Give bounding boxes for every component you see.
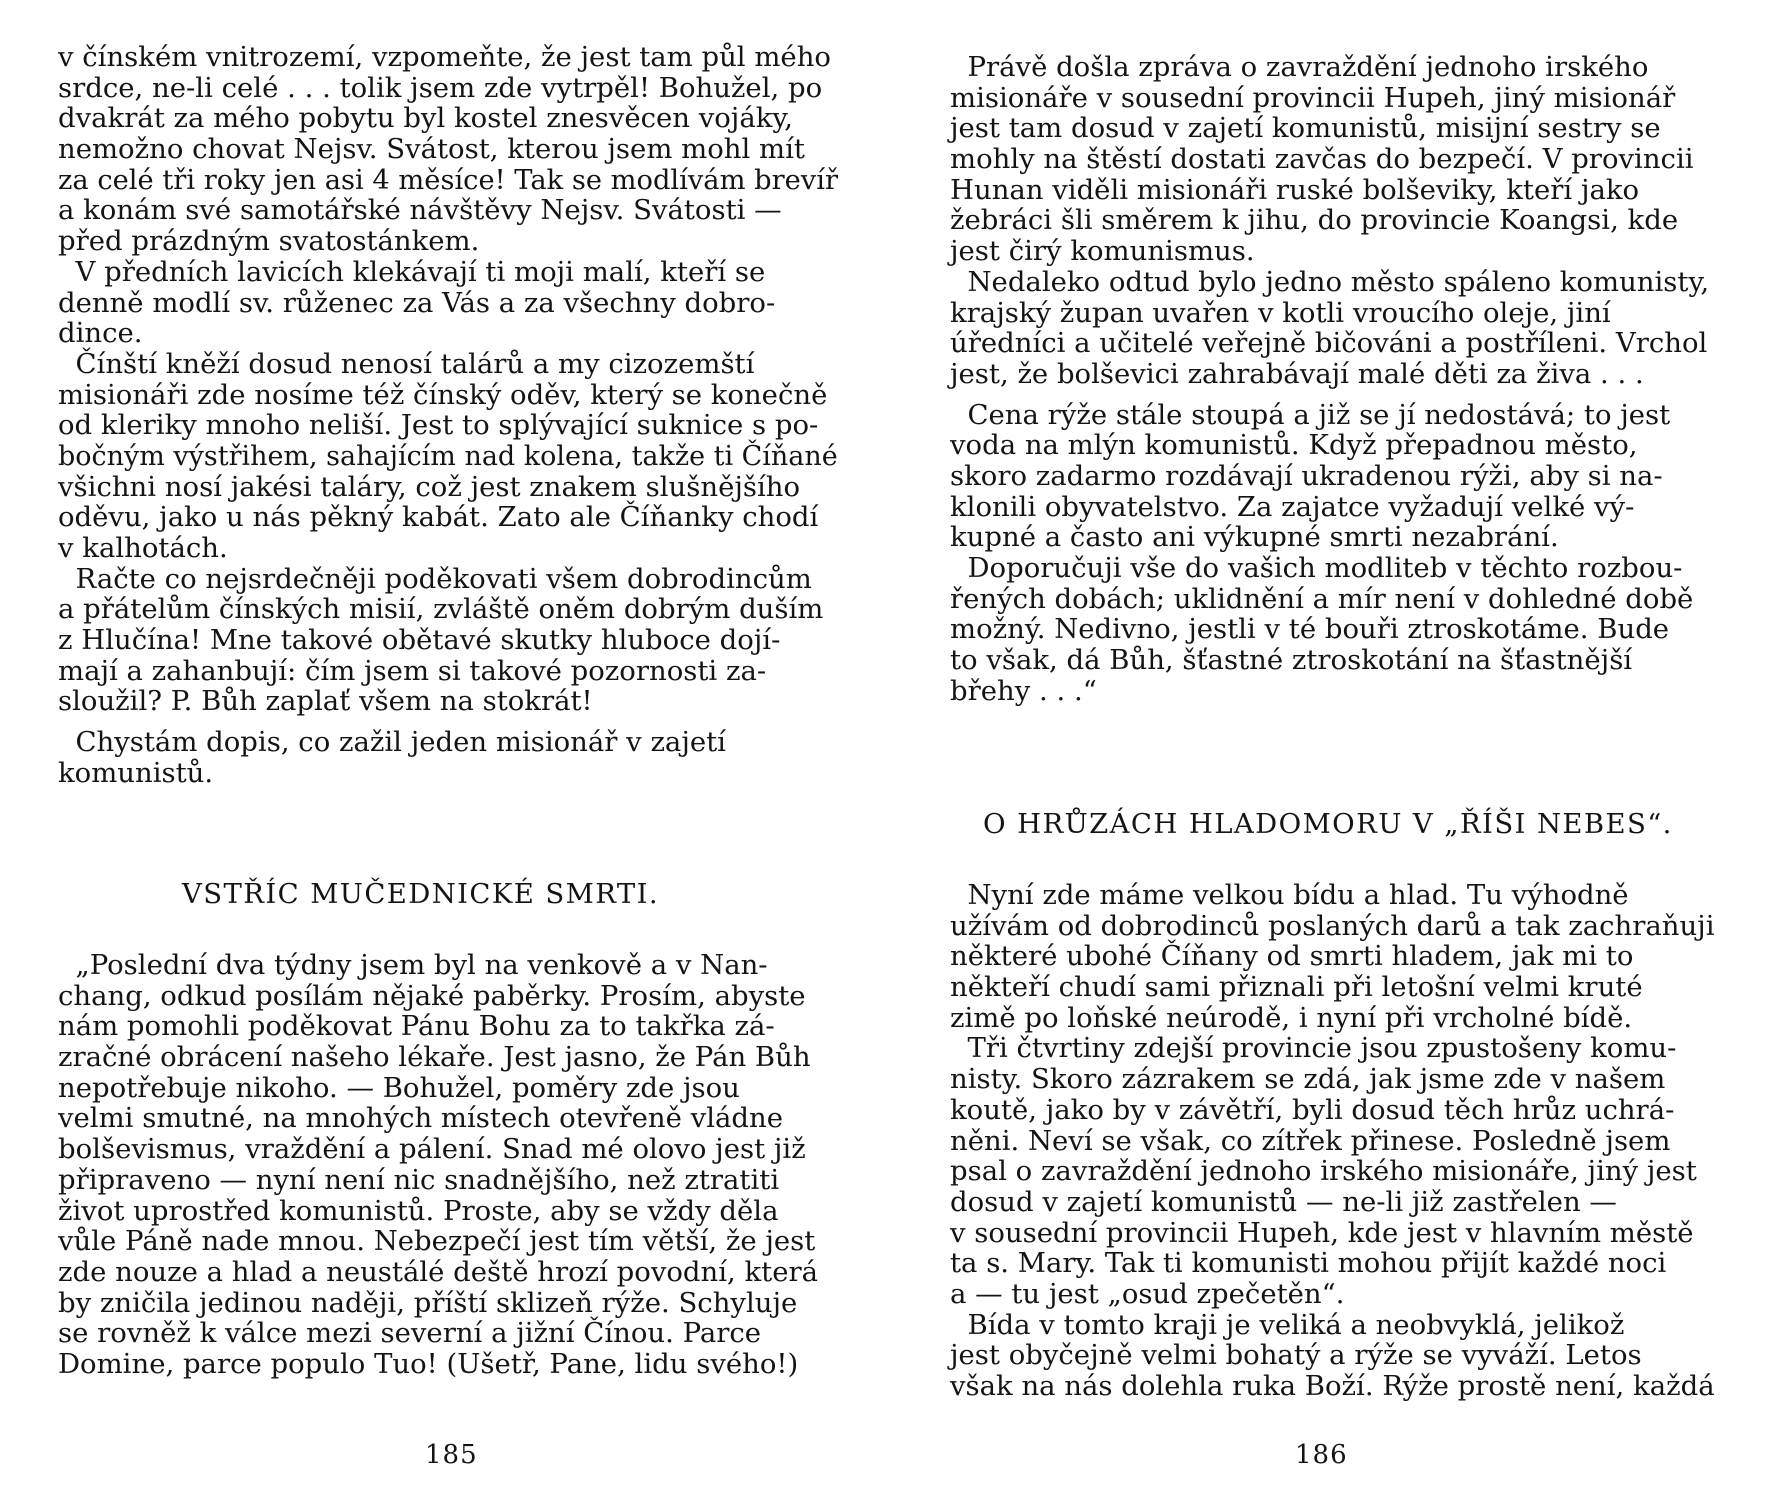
text-line: denně modlí sv. růženec za Vás a za všechny dobro- xyxy=(58,286,776,319)
text-line: velmi smutné, na mnohých místech otevřeně vládne xyxy=(58,1102,783,1135)
page-number: 185 xyxy=(425,1440,478,1470)
text-line: Nyní zde máme velkou bídu a hlad. Tu výhodně xyxy=(950,879,1629,911)
text-line: připraveno — nyní není nic snadnějšího, než ztratiti xyxy=(58,1163,780,1196)
text-line: skoro zadarmo rozdávají ukradenou rýži, aby si na- xyxy=(950,459,1663,492)
text-line: Cena rýže stále stoupá a již se jí nedostává; to jest xyxy=(950,398,1671,431)
text-line: něni. Neví se však, co zítřek přinese. Posledně jsem xyxy=(950,1124,1671,1157)
text-line: někteří chudí sami přiznali při letošní velmi kruté xyxy=(950,971,1643,1004)
text-line: Tři čtvrtiny zdejší provincie jsou zpustošeny komu- xyxy=(950,1032,1677,1065)
text-line: všichni nosí jakési taláry, což jest znakem slušnějšího xyxy=(58,470,801,503)
text-line: kupné a často ani výkupné smrti nezabrání. xyxy=(950,521,1559,554)
text-line: od kleriky mnoho neliší. Jest to splývající suknice s po- xyxy=(58,409,819,442)
text-line: zračné obrácení našeho lékaře. Jest jasno, že Pán Bůh xyxy=(58,1041,811,1074)
page-number: 186 xyxy=(1295,1440,1348,1470)
text-line: se rovněž k válce mezi severní a jižní Čínou. Parce xyxy=(58,1317,762,1350)
text-line: to však, dá Bůh, šťastné ztroskotání na šťastnější xyxy=(950,644,1633,677)
text-line: nisty. Skoro zázrakem se zdá, jak jsme zde v našem xyxy=(950,1063,1666,1096)
text-line: Čínští kněží dosud nenosí talárů a my cizozemští xyxy=(58,347,755,380)
text-line: zimě po loňské neúrodě, i nyní při vrcholné bídě. xyxy=(950,1001,1633,1034)
text-line: bočným výstřihem, sahajícím nad kolena, takže ti Číňané xyxy=(58,439,838,472)
text-line: Nedaleko odtud bylo jedno město spáleno komunisty, xyxy=(950,265,1710,298)
text-line: jest čirý komunismus. xyxy=(950,235,1255,268)
section-heading-vstric: VSTŘÍC MUČEDNICKÉ SMRTI. xyxy=(182,878,659,910)
text-line: dince. xyxy=(58,317,143,350)
text-line: před prázdným svatostánkem. xyxy=(58,225,480,258)
text-line: život uprostřed komunistů. Proste, aby se vždy děla xyxy=(58,1194,779,1227)
text-line: bolševismus, vraždění a pálení. Snad mé olovo jest již xyxy=(58,1133,806,1166)
section-heading-hladomor: O HRŮZÁCH HLADOMORU V „ŘÍŠI NEBES“. xyxy=(983,808,1673,840)
text-line: jest, že bolševici zahrabávají malé děti za živa . . . xyxy=(950,357,1644,390)
text-line: nám pomohli poděkovat Pánu Bohu za to takřka zá- xyxy=(58,1010,775,1043)
text-line: „Poslední dva týdny jsem byl na venkově a v Nan- xyxy=(58,949,768,981)
text-line: v čínském vnitrozemí, vzpomeňte, že jest tam půl mého xyxy=(58,41,831,73)
text-line: ta s. Mary. Tak ti komunisti mohou přijít každé noci xyxy=(950,1247,1667,1280)
right-text-block-1 xyxy=(950,52,1730,706)
text-line: nepotřebuje nikoho. — Bohužel, poměry zde jsou xyxy=(58,1071,740,1104)
text-line: možný. Nedivno, jestli v té bouři ztroskotáme. Bude xyxy=(950,613,1670,646)
text-line: za celé tři roky jen asi 4 měsíce! Tak se modlívám brevíř xyxy=(58,163,838,196)
text-line: dosud v zajetí komunistů — ne-li již zastřelen — xyxy=(950,1185,1617,1218)
left-text-block-2 xyxy=(58,950,838,1380)
text-line: krajský župan uvařen v kotli vroucího oleje, jiní xyxy=(950,296,1611,329)
text-line: chang, odkud posílám nějaké paběrky. Prosím, abyste xyxy=(58,979,806,1012)
text-line: psal o zavraždění jednoho irského misionáře, jiný jest xyxy=(950,1155,1697,1188)
text-line: mají a zahanbují: čím jsem si takové pozornosti za- xyxy=(58,654,767,687)
text-line: Račte co nejsrdečněji poděkovati všem dobrodincům xyxy=(58,562,812,595)
text-line: sloužil? P. Bůh zaplať všem na stokrát! xyxy=(58,685,593,718)
text-line: misionáře v sousední provincii Hupeh, jiný misionář xyxy=(950,81,1676,114)
left-text-block-1 xyxy=(58,42,838,789)
text-line: Chystám dopis, co zažil jeden misionář v zajetí xyxy=(58,726,726,759)
right-page xyxy=(887,0,1774,1500)
text-line: Hunan viděli misionáři ruské bolševiky, kteří jako xyxy=(950,173,1640,206)
text-line: z Hlučína! Mne takové obětavé skutky hluboce dojí- xyxy=(58,624,781,657)
text-line: misionáři zde nosíme též čínský oděv, který se konečně xyxy=(58,378,828,411)
text-line: jest tam dosud v zajetí komunistů, misijní sestry se xyxy=(950,112,1661,145)
text-line: břehy . . .“ xyxy=(950,674,1097,707)
text-line: zde nouze a hlad a neustálé deště hrozí povodní, která xyxy=(58,1255,819,1288)
text-line: nemožno chovat Nejsv. Svátost, kterou jsem mohl mít xyxy=(58,133,805,166)
right-text-block-2 xyxy=(950,880,1730,1402)
text-line: některé ubohé Číňany od smrti hladem, jak mi to xyxy=(950,940,1634,973)
text-line: a přátelům čínských misií, zvláště oněm dobrým duším xyxy=(58,593,824,626)
text-line: Doporučuji vše do vašich modliteb v těchto rozbou- xyxy=(950,552,1683,584)
text-line: vůle Páně nade mnou. Nebezpečí jest tím větší, že jest xyxy=(58,1225,816,1258)
text-line: Domine, parce populo Tuo! (Ušetř, Pane, lidu svého!) xyxy=(58,1347,799,1380)
text-line: v sousední provincii Hupeh, kde jest v hlavním městě xyxy=(950,1216,1694,1249)
text-line: jest obyčejně velmi bohatý a rýže se vyváží. Letos xyxy=(950,1339,1642,1372)
text-line: koutě, jako by v závětří, byli dosud těch hrůz uchrá- xyxy=(950,1093,1675,1126)
text-line: V předních lavicích klekávají ti moji malí, kteří se xyxy=(58,255,766,288)
text-line: dvakrát za mého pobytu byl kostel znesvěcen vojáky, xyxy=(58,102,794,135)
text-line: a konám své samotářské návštěvy Nejsv. Svátosti — xyxy=(58,194,782,227)
text-line: v kalhotách. xyxy=(58,532,228,564)
text-line: klonili obyvatelstvo. Za zajatce vyžadují velké vý- xyxy=(950,490,1635,523)
text-line: voda na mlýn komunistů. Když přepadnou město, xyxy=(950,429,1638,462)
text-line: oděvu, jako u nás pěkný kabát. Zato ale Číňanky chodí xyxy=(58,501,819,534)
text-line: však na nás dolehla ruka Boží. Rýže prostě není, každá xyxy=(950,1370,1715,1402)
text-line: Právě došla zpráva o zavraždění jednoho irského xyxy=(950,51,1649,83)
text-line: mohly na štěstí dostati zavčas do bezpečí. V provincii xyxy=(950,143,1694,176)
text-line: Bída v tomto kraji je veliká a neobvyklá, jelikož xyxy=(950,1308,1625,1341)
text-line: a — tu jest „osud zpečetěn“. xyxy=(950,1277,1345,1310)
text-line: srdce, ne-li celé . . . tolik jsem zde vytrpěl! Bohužel, po xyxy=(58,71,823,104)
text-line: řených dobách; uklidnění a mír není v dohledné době xyxy=(950,582,1694,615)
text-line: by zničila jedinou naději, příští sklizeň rýže. Schyluje xyxy=(58,1286,798,1319)
text-line: úředníci a učitelé veřejně bičováni a postříleni. Vrchol xyxy=(950,327,1708,360)
text-line: žebráci šli směrem k jihu, do provincie Koangsi, kde xyxy=(950,204,1679,237)
text-line: komunistů. xyxy=(58,756,214,789)
text-line: užívám od dobrodinců poslaných darů a tak zachraňuji xyxy=(950,909,1715,942)
